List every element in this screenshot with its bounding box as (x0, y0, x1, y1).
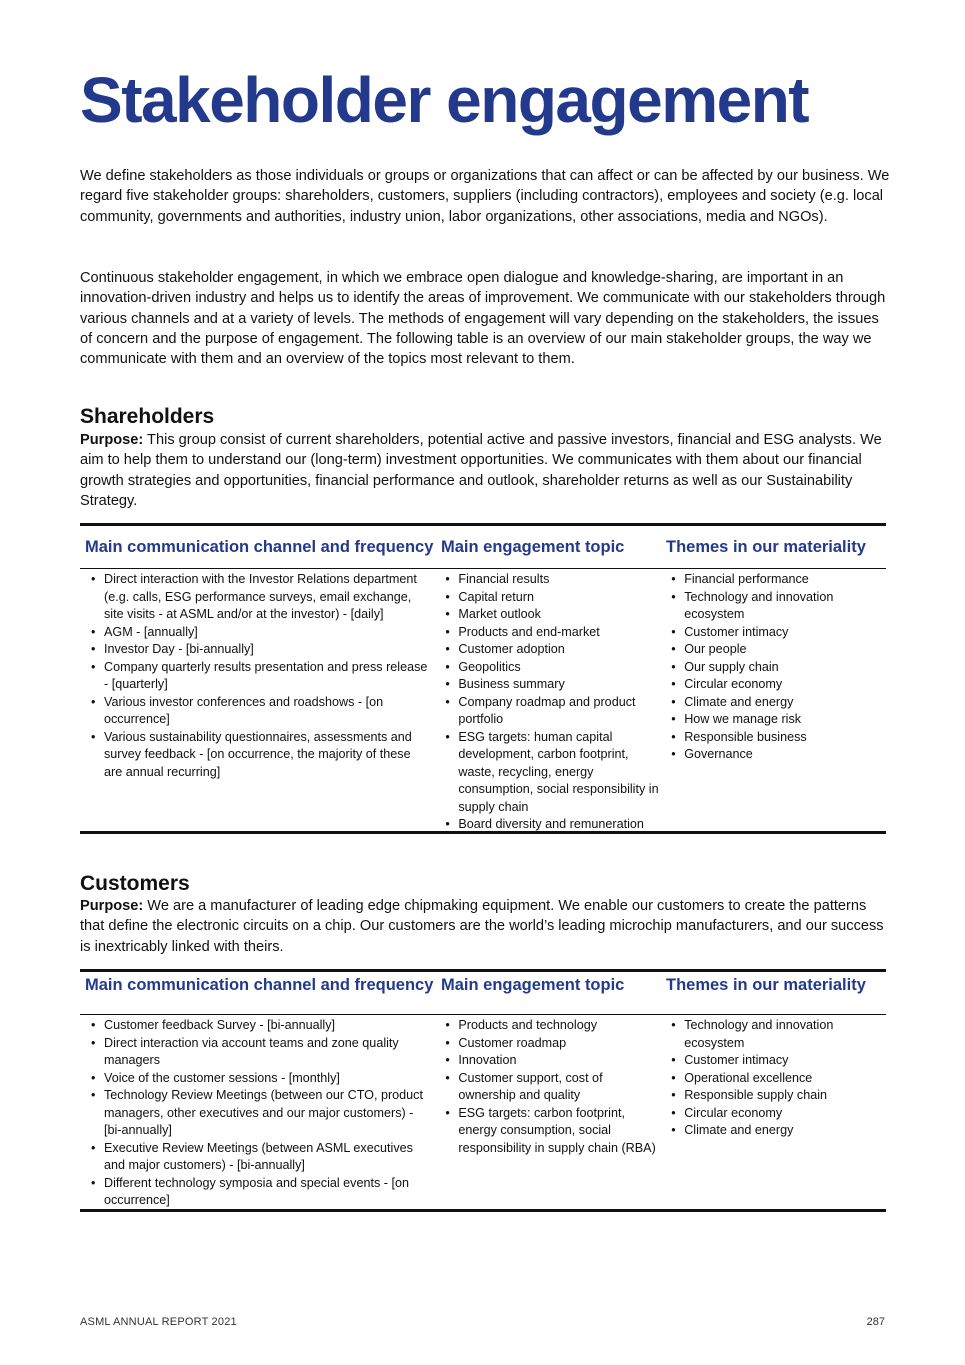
list-item: • Financial results (439, 571, 660, 589)
list-item: • Company roadmap and product portfolio (439, 694, 660, 729)
list-item: • AGM - [annually] (85, 624, 434, 642)
topics-list (434, 571, 660, 834)
list-item: • Operational excellence (665, 1070, 886, 1088)
shareholders-purpose (80, 430, 890, 511)
list-item: • Customer support, cost of ownership and quality (439, 1070, 660, 1105)
list-item: • Circular economy (665, 676, 886, 694)
table-body-row (80, 1015, 886, 1210)
header-topic: Main engagement topic (441, 976, 625, 994)
table-header-row (80, 526, 886, 569)
header-themes: Themes in our materiality (666, 976, 866, 994)
footer-report-name: ASML ANNUAL REPORT 2021 (80, 1316, 237, 1328)
list-item: • Governance (665, 746, 886, 764)
shareholders-table (80, 523, 886, 834)
list-item: • Direct interaction with the Investor Relations department (e.g. calls, ESG performance surveys, email exchange, site visits - at ASML and/or at the investor) - [daily] (85, 571, 434, 624)
list-item: • ESG targets: carbon footprint, energy consumption, social responsibility in supply chain (RBA) (439, 1105, 660, 1158)
list-item: • Products and end-market (439, 624, 660, 642)
list-item: • Different technology symposia and special events - [on occurrence] (85, 1175, 434, 1210)
list-item: • Customer adoption (439, 641, 660, 659)
list-item: • ESG targets: human capital development, carbon footprint, waste, recycling, energy consumption, social responsibility in supply chain (439, 729, 660, 817)
list-item: • Customer intimacy (665, 1052, 886, 1070)
list-item: • Executive Review Meetings (between ASML executives and major customers) - [bi-annually] (85, 1140, 434, 1175)
list-item: • Responsible supply chain (665, 1087, 886, 1105)
themes-list (660, 571, 886, 834)
list-item: • Board diversity and remuneration (439, 816, 660, 834)
list-item: • Geopolitics (439, 659, 660, 677)
list-item: • Technology and innovation ecosystem (665, 589, 886, 624)
list-item: • Customer intimacy (665, 624, 886, 642)
topics-list (434, 1017, 660, 1210)
table-body-row (80, 569, 886, 834)
list-item: • Customer roadmap (439, 1035, 660, 1053)
purpose-text: We are a manufacturer of leading edge chipmaking equipment. We enable our customers to create the patterns that define the electronic circuits on a chip. Our customers are the world’s leading microchip manufacturers, and our success is inextricably linked with theirs. (80, 898, 884, 955)
list-item: • Various sustainability questionnaires, assessments and survey feedback - [on occurrence, the majority of these are annual recurring] (85, 729, 434, 782)
shareholders-heading: Shareholders (80, 405, 215, 428)
list-item: • Direct interaction via account teams and zone quality managers (85, 1035, 434, 1070)
list-item: • Responsible business (665, 729, 886, 747)
channels-list (80, 571, 434, 834)
list-item: • Financial performance (665, 571, 886, 589)
purpose-label: Purpose: (80, 432, 144, 448)
list-item: • Circular economy (665, 1105, 886, 1123)
list-item: • Investor Day - [bi-annually] (85, 641, 434, 659)
list-item: • Company quarterly results presentation and press release - [quarterly] (85, 659, 434, 694)
intro-paragraph-1: We define stakeholders as those individuals or groups or organizations that can affect or can be affected by our business. We regard five stakeholder groups: shareholders, customers, suppliers (including contractors), employees and society (e.g. local community, governments and authorities, industry union, labor organizations, other associations, media and NGOs). (80, 168, 890, 225)
channels-list (80, 1017, 434, 1210)
themes-list (660, 1017, 886, 1210)
list-item: • Various investor conferences and roadshows - [on occurrence] (85, 694, 434, 729)
list-item: • Products and technology (439, 1017, 660, 1035)
header-channel: Main communication channel and frequency (85, 976, 434, 994)
list-item: • Customer feedback Survey - [bi-annually] (85, 1017, 434, 1035)
customers-heading: Customers (80, 872, 190, 895)
list-item: • Our supply chain (665, 659, 886, 677)
list-item: • Climate and energy (665, 1122, 886, 1140)
header-topic: Main engagement topic (441, 538, 625, 556)
list-item: • Business summary (439, 676, 660, 694)
list-item: • Technology Review Meetings (between our CTO, product managers, other executives and our major customers) - [bi-annually] (85, 1087, 434, 1140)
list-item: • Market outlook (439, 606, 660, 624)
intro-paragraph-2: Continuous stakeholder engagement, in which we embrace open dialogue and knowledge-sharing, are important in an innovation-driven industry and helps us to identify the areas of improvement. We communicate with our stakeholders through various channels and at a variety of levels. The methods of engagement will vary depending on the stakeholders, the issues of concern and the purpose of engagement. The following table is an overview of our main stakeholder groups, the way we communicate with them and an overview of the topics most relevant to them. (80, 270, 886, 368)
list-item: • Technology and innovation ecosystem (665, 1017, 886, 1052)
table-header-row (80, 972, 886, 1015)
list-item: • Capital return (439, 589, 660, 607)
list-item: • How we manage risk (665, 711, 886, 729)
list-item: • Voice of the customer sessions - [monthly] (85, 1070, 434, 1088)
page-title: Stakeholder engagement (80, 64, 809, 136)
list-item: • Climate and energy (665, 694, 886, 712)
header-themes: Themes in our materiality (666, 538, 866, 556)
footer-page-number: 287 (866, 1316, 885, 1328)
purpose-label: Purpose: (80, 898, 144, 914)
list-item: • Innovation (439, 1052, 660, 1070)
customers-purpose (80, 896, 890, 957)
list-item: • Our people (665, 641, 886, 659)
purpose-text: This group consist of current shareholders, potential active and passive investors, financial and ESG analysts. We aim to help them to understand our (long-term) investment opportunities. We communicates with them about our financial growth strategies and opportunities, financial performance and outlook, shareholder returns as well as our Sustainability Strategy. (80, 432, 882, 509)
customers-table (80, 969, 886, 1212)
header-channel: Main communication channel and frequency (85, 538, 434, 556)
